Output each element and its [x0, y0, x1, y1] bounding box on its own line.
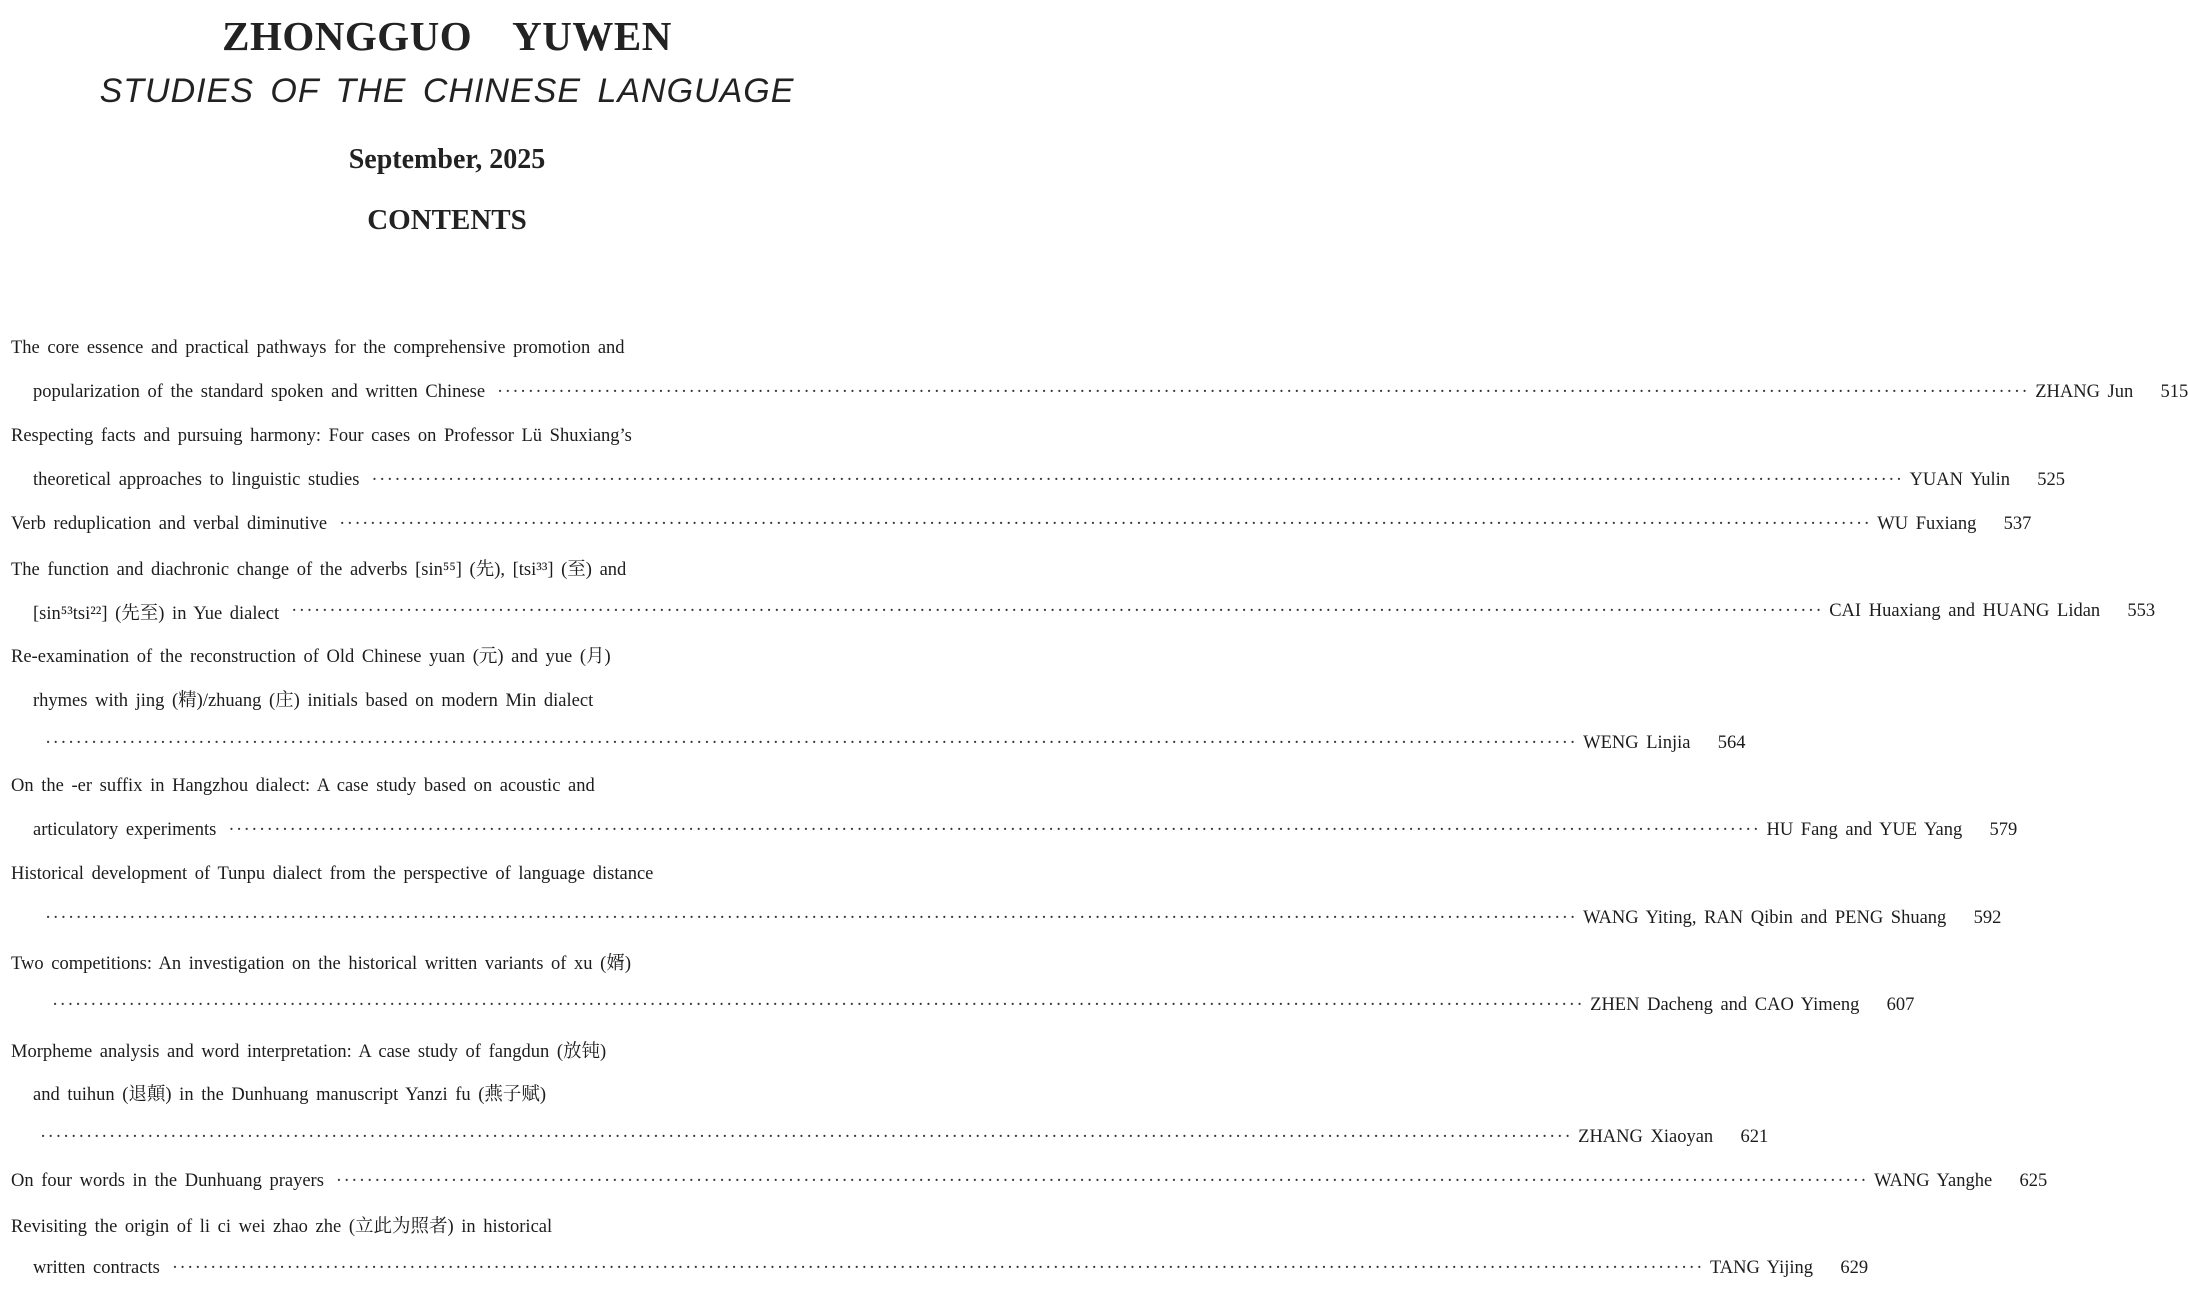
- journal-title: ZHONGGUO YUWEN: [222, 13, 672, 59]
- leader-dots: ········································································································································································································: [52, 995, 1585, 1016]
- toc-entry-author: HU Fang and YUE Yang: [1766, 820, 1963, 841]
- leader-dots: ········································································································································································································: [45, 732, 1578, 753]
- toc-entry-title: written contracts: [33, 1258, 160, 1279]
- toc-entry-line[interactable]: [0, 1072, 894, 1116]
- toc-entry-line[interactable]: [0, 853, 894, 897]
- toc-entry-title: rhymes with jing (精)/zhuang (庄) initials based on modern Min dialect: [33, 691, 594, 712]
- toc-entry-line[interactable]: [0, 1115, 1769, 1159]
- toc-entry-line[interactable]: [0, 940, 894, 984]
- toc-entry-title: Revisiting the origin of li ci wei zhao zhe (立此为照者) in historical: [11, 1216, 553, 1237]
- leader-dots: ········································································································································································································: [497, 382, 2030, 403]
- toc-entry-line[interactable]: [0, 590, 2156, 634]
- toc-entry-page: 537: [2003, 513, 2032, 534]
- toc-entry-line[interactable]: [0, 502, 2032, 546]
- toc-entry-page: 579: [1989, 820, 2018, 841]
- toc-entry-page: 515: [2160, 382, 2188, 403]
- leader-dots: ········································································································································································································: [228, 820, 1761, 841]
- toc-entry-title: Historical development of Tunpu dialect from the perspective of language distance: [11, 863, 654, 884]
- toc-entry-page: 621: [1740, 1126, 1769, 1147]
- toc-entry-author: WENG Linjia: [1583, 732, 1691, 753]
- toc-entry-line[interactable]: [0, 1028, 894, 1072]
- toc-entry-line[interactable]: [0, 1247, 1869, 1291]
- leader-dots: ········································································································································································································: [335, 1170, 1869, 1191]
- toc-entry-line[interactable]: [0, 1203, 894, 1247]
- toc-entry-title: Morpheme analysis and word interpretation: A case study of fangdun (放钝): [11, 1041, 607, 1062]
- toc-entry-page: 625: [2019, 1170, 2048, 1191]
- toc-entry-author: WANG Yiting, RAN Qibin and PENG Shuang: [1583, 907, 1947, 928]
- toc-entry-title: popularization of the standard spoken and written Chinese: [33, 382, 486, 403]
- contents-heading: CONTENTS: [367, 204, 527, 236]
- toc-entry-line[interactable]: [0, 809, 2018, 853]
- toc-entry-author: YUAN Yulin: [1909, 469, 2011, 490]
- toc-entry-line[interactable]: [0, 371, 2188, 415]
- toc-entry-author: WANG Yanghe: [1874, 1170, 1993, 1191]
- leader-dots: ········································································································································································································: [45, 907, 1578, 928]
- toc-entry-title: The core essence and practical pathways for the comprehensive promotion and: [11, 338, 625, 359]
- toc-entry-title: On the -er suffix in Hangzhou dialect: A case study based on acoustic and: [11, 776, 595, 797]
- leader-dots: ········································································································································································································: [339, 513, 1872, 534]
- toc-entry-page: 564: [1717, 732, 1746, 753]
- toc-entry-page: 607: [1886, 995, 1915, 1016]
- toc-entry-page: 592: [1973, 907, 2002, 928]
- toc-entry-line[interactable]: [0, 546, 894, 590]
- issue-date: September, 2025: [348, 144, 546, 175]
- journal-subtitle: STUDIES OF THE CHINESE LANGUAGE: [99, 72, 795, 110]
- toc-entry-title: Re-examination of the reconstruction of Old Chinese yuan (元) and yue (月): [11, 647, 611, 668]
- toc-entry-author: TANG Yijing: [1709, 1258, 1814, 1279]
- toc-entry-page: 629: [1840, 1258, 1869, 1279]
- toc-entry-line[interactable]: [0, 765, 894, 809]
- toc-entry-title: and tuihun (退顛) in the Dunhuang manuscript Yanzi fu (燕子赋): [33, 1085, 547, 1106]
- toc-entry-title: Verb reduplication and verbal diminutive: [11, 513, 328, 534]
- toc-entry-page: 553: [2127, 601, 2156, 622]
- toc-entry-title: Two competitions: An investigation on the historical written variants of xu (婿): [11, 954, 632, 975]
- leader-dots: ········································································································································································································: [40, 1126, 1573, 1147]
- toc-entry-title: On four words in the Dunhuang prayers: [11, 1170, 324, 1191]
- toc-entry-line[interactable]: [0, 677, 894, 721]
- toc-entry-line[interactable]: [0, 984, 1915, 1028]
- toc-entry-line[interactable]: [0, 327, 894, 371]
- toc-entry-title: The function and diachronic change of the adverbs [sin⁵⁵] (先), [tsi³³] (至) and: [11, 559, 627, 580]
- toc-entry-author: ZHEN Dacheng and CAO Yimeng: [1590, 995, 1860, 1016]
- toc-entry-line[interactable]: [0, 1159, 2048, 1203]
- toc-entry-line[interactable]: [0, 415, 894, 459]
- toc-entry-title: theoretical approaches to linguistic studies: [33, 469, 360, 490]
- toc-entry-line[interactable]: [0, 896, 2002, 940]
- leader-dots: ········································································································································································································: [171, 1258, 1704, 1279]
- toc-entry-author: ZHANG Jun: [2035, 382, 2134, 403]
- toc-entry-author: ZHANG Xiaoyan: [1578, 1126, 1714, 1147]
- table-of-contents: [0, 327, 2188, 1291]
- toc-entry-title: Respecting facts and pursuing harmony: Four cases on Professor Lü Shuxiang’s: [11, 425, 632, 446]
- leader-dots: ········································································································································································································: [371, 469, 1904, 490]
- toc-entry-author: WU Fuxiang: [1877, 513, 1977, 534]
- toc-entry-line[interactable]: [0, 721, 1746, 765]
- toc-entry-line[interactable]: [0, 458, 2066, 502]
- leader-dots: ········································································································································································································: [291, 601, 1824, 622]
- toc-entry-title: articulatory experiments: [33, 820, 217, 841]
- toc-entry-author: CAI Huaxiang and HUANG Lidan: [1829, 601, 2101, 622]
- toc-entry-line[interactable]: [0, 634, 894, 678]
- toc-entry-page: 525: [2037, 469, 2066, 490]
- toc-entry-title: [sin⁵³tsi²²] (先至) in Yue dialect: [33, 603, 280, 624]
